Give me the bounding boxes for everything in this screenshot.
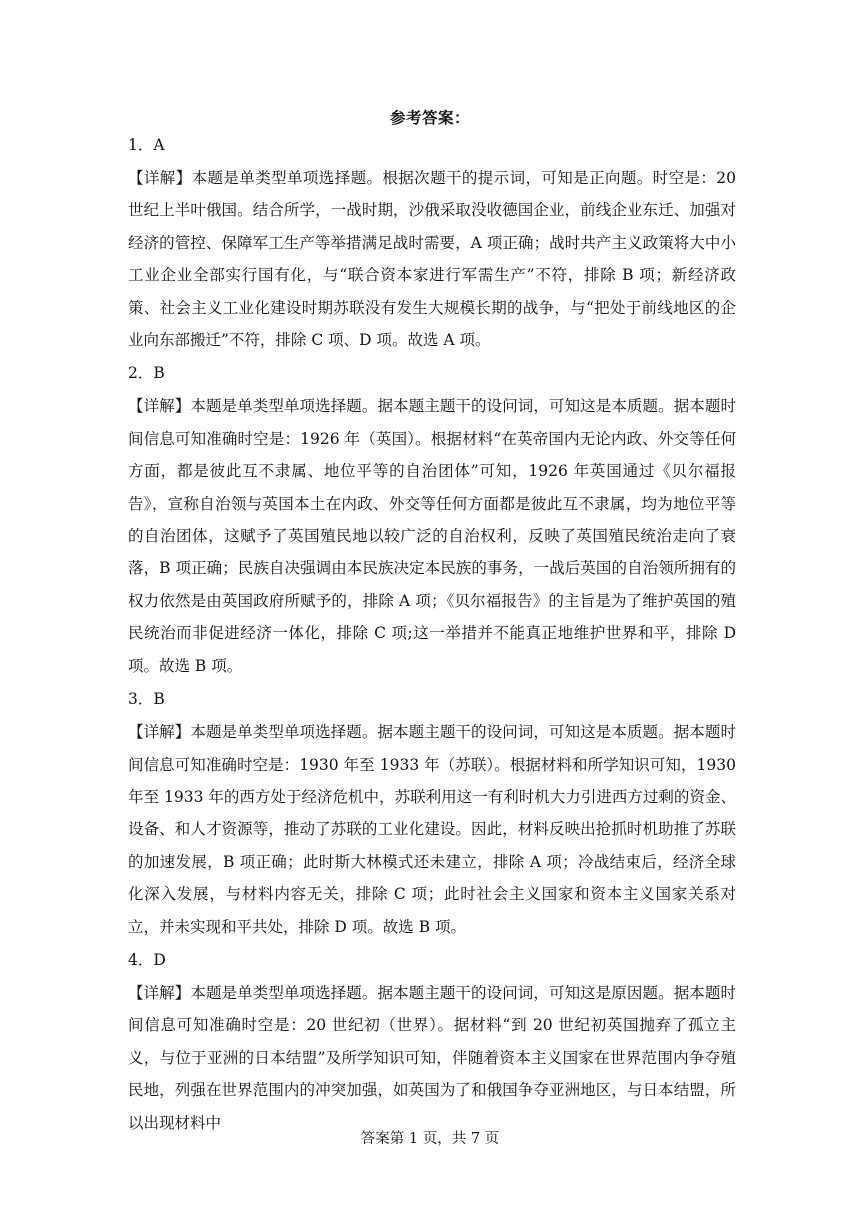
answer-item-1: [128, 128, 736, 356]
answer-list: [128, 128, 736, 1139]
answer-explanation: 【详解】本题是单类型单项选择题。据本题主题干的设问词，可知这是本质题。据本题时间信息可知准确时空是：1930 年至 1933 年（苏联）。根据材料和所学知识可知，1930 年至 1933 年的西方处于经济危机中，苏联利用这一有利时机大力引进西方过剩的资金、设备、和人才资源等，推动了苏联的工业化建设。因此，材料反映出抢抓时机助推了苏联的加速发展，B 项正确；此时斯大林模式还未建立，排除 A 项；冷战结束后，经济全球化深入发展，与材料内容无关，排除 C 项；此时社会主义国家和资本主义国家关系对立，并未实现和平共处，排除 D 项。故选 B 项。: [128, 723, 736, 936]
answer-number: 1．A: [128, 136, 165, 154]
page-footer: 答案第 1 页，共 7 页: [360, 1131, 500, 1147]
answer-explanation: 【详解】本题是单类型单项选择题。据本题主题干的设问词，可知这是原因题。据本题时间信息可知准确时空是：20 世纪初（世界）。据材料“到 20 世纪初英国抛弃了孤立主义，与位于亚洲的日本结盟”及所学知识可知，伴随着资本主义国家在世界范围内争夺殖民地，列强在世界范围内的冲突加强，如英国为了和俄国争夺亚洲地区，与日本结盟，所以出现材料中: [128, 983, 736, 1132]
answer-item-2: [128, 356, 736, 682]
answer-item-4: [128, 943, 736, 1139]
answer-explanation: 【详解】本题是单类型单项选择题。根据次题干的提示词，可知是正向题。时空是：20 世纪上半叶俄国。结合所学，一战时期，沙俄采取没收德国企业，前线企业东迁、加强对经济的管控、保障军工生产等举措满足战时需要，A 项正确；战时共产主义政策将大中小工业企业全部实行国有化，与“联合资本家进行军需生产”不符，排除 B 项；新经济政策、社会主义工业化建设时期苏联没有发生大规模长期的战争，与“把处于前线地区的企业向东部搬迁”不符，排除 C 项、D 项。故选 A 项。: [128, 169, 736, 350]
answer-item-3: [128, 682, 736, 943]
answer-number: 4．D: [128, 950, 166, 969]
answer-explanation: 【详解】本题是单类型单项选择题。据本题主题干的设问词，可知这是本质题。据本题时间信息可知准确时空是：1926 年（英国）。根据材料“在英帝国内无论内政、外交等任何方面，都是彼此互不隶属、地位平等的自治团体”可知，1926 年英国通过《贝尔福报告》，宣称自治领与英国本土在内政、外交等任何方面都是彼此互不隶属，均为地位平等的自治团体，这赋予了英国殖民地以较广泛的自治权利，反映了英国殖民统治走向了衰落，B 项正确；民族自决强调由本民族决定本民族的事务，一战后英国的自治领所拥有的权力依然是由英国政府所赋予的，排除 A 项；《贝尔福报告》的主旨是为了维护英国的殖民统治而非促进经济一体化，排除 C 项;这一举措并不能真正地维护世界和平，排除 D 项。故选 B 项。: [128, 397, 736, 675]
page-title: 参考答案：: [389, 108, 470, 127]
answer-number: 2．B: [128, 364, 165, 383]
answer-number: 3．B: [128, 690, 165, 709]
